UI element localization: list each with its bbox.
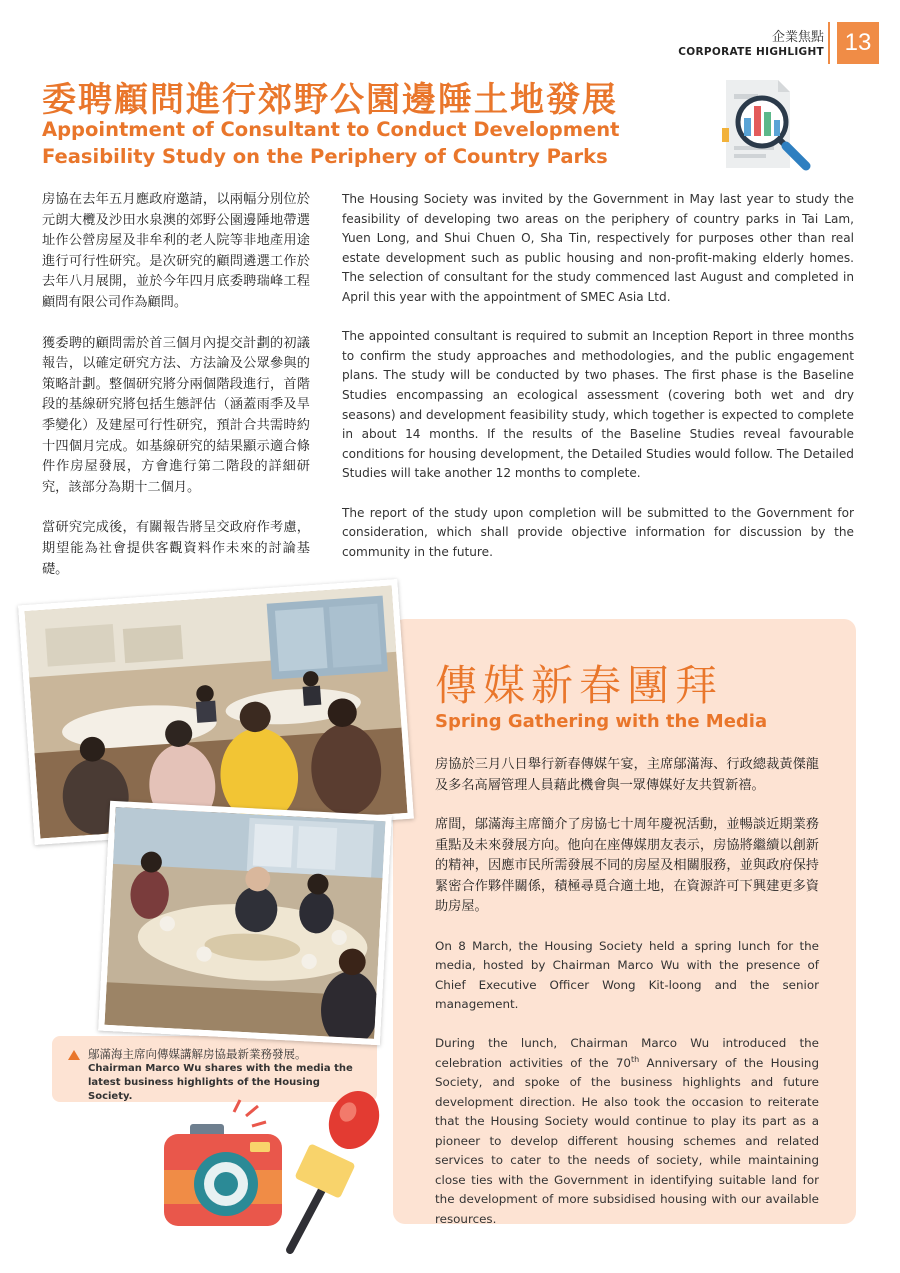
section-label-zh: 企業焦點 <box>771 30 824 45</box>
chairman-scene-image <box>104 807 385 1039</box>
paragraph-en: On 8 March, the Housing Society held a spring lunch for the media, hosted by Chairman Marco Wu with the presence of Chief Executive Officer Wong Kit-loong and the senior management. <box>435 938 819 1011</box>
caption-en: Chairman Marco Wu shares with the media the latest business highlights of the Housing Society. <box>88 1063 353 1102</box>
article1-title-zh: 委聘顧問進行郊野公園邊陲土地發展 <box>42 80 618 120</box>
paragraph-zh: 當研究完成後，有關報告將呈交政府作考慮，期望能為社會提供客觀資料作未來的討論基礎。 <box>42 520 310 577</box>
paragraph-zh: 獲委聘的顧問需於首三個月內提交計劃的初議報告，以確定研究方法、方法論及公眾參與的策略計劃。整個研究將分兩個階段進行，首階段的基線研究將包括生態評估（涵蓋雨季及旱季變化）及建屋可行性研究，預計合共需時約十四個月完成。如基線研究的結果顯示適合條件作房屋發展，方會進行第二階段的詳細研究，該部分為期十二個月。 <box>42 335 310 495</box>
caption-triangle-icon <box>68 1050 80 1060</box>
article1-title-en: Appointment of Consultant to Conduct Development Feasibility Study on the Periphery of Country Parks <box>42 118 620 168</box>
paragraph-zh: 席間，鄔滿海主席簡介了房協七十周年慶祝活動，並暢談近期業務重點及未來發展方向。他向在座傳媒朋友表示，房協將繼續以創新的精神，因應市民所需發展不同的房屋及相關服務，並與政府保持緊密合作夥伴關係，積極尋覓合適土地，在資源許可下興建更多資助房屋。 <box>435 817 819 914</box>
paragraph-en: The appointed consultant is required to submit an Inception Report in three months to confirm the study approaches and methodologies, and the public engagement plans. The study will be conducted by two phases. The first phase is the Baseline Studies encompassing an ecological assessment (covering both wet and dry seasons) and development feasibility study, which together is expected to complete in about 14 months. If the results of the Baseline Studies reveal favourable conditions for housing development, the Detailed Studies would follow. The Detailed Studies will take another 12 months to complete. <box>342 329 854 481</box>
page-number: 13 <box>837 22 879 64</box>
report-magnifier-icon <box>708 72 818 172</box>
article1-body-zh <box>42 190 310 600</box>
paragraph-zh: 房協於三月八日舉行新春傳媒午宴，主席鄔滿海、行政總裁黃傑龍及多名高層管理人員藉此機會與一眾傳媒好友共賀新禧。 <box>435 757 819 793</box>
banquet-photo <box>18 579 414 845</box>
ordinal-suffix: th <box>631 1054 640 1064</box>
header-divider <box>828 22 830 64</box>
media-gathering-panel <box>393 619 856 1224</box>
article2-body <box>435 755 819 1249</box>
paragraph-en: The Housing Society was invited by the Government in May last year to study the feasibility of developing two areas on the periphery of country parks in Tai Lam, Yuen Long, and Shui Chuen O, Sha Tin, respectively for purposes other than real estate development such as public housing and non-profit-making elderly homes. The selection of consultant for the study commenced last August and completed in April this year with the appointment of SMEC Asia Ltd. <box>342 192 854 304</box>
caption-zh: 鄔滿海主席向傳媒講解房協最新業務發展。 <box>88 1047 307 1061</box>
banquet-scene-image <box>24 585 407 838</box>
paragraph-en: The report of the study upon completion will be submitted to the Government for consideration, which shall provide objective information for discussion by the community in the future. <box>342 505 854 559</box>
article2-title-en: Spring Gathering with the Media <box>435 711 768 732</box>
camera-microphone-icon <box>150 1090 430 1260</box>
section-label-en: CORPORATE HIGHLIGHT <box>678 46 824 58</box>
paragraph-en-part: Anniversary of the Housing Society, and spoke of the business highlights and future development direction. He also took the occasion to reiterate that the Housing Society would continue to play its part as a pioneer to develop different housing schemes and related services to cater to the needs of society, while maintaining close ties with the Government in identifying suitable land for the development of more subsidised housing with our available resources. <box>435 1055 819 1226</box>
chairman-photo <box>98 801 392 1045</box>
article2-title-zh: 傳媒新春團拜 <box>435 661 724 710</box>
paragraph-en <box>435 1034 819 1229</box>
article1-body-en <box>342 190 854 582</box>
paragraph-en-part: During the lunch, Chairman Marco Wu introduced the celebration activities of the 70 <box>435 1036 819 1070</box>
paragraph-zh: 房協在去年五月應政府邀請，以兩幅分別位於元朗大欖及沙田水泉澳的郊野公園邊陲地帶選址作公營房屋及非牟利的老人院等非地產用途進行可行性研究。是次研究的顧問遴選工作於去年八月展開，並於今年四月底委聘瑞峰工程顧問有限公司作為顧問。 <box>42 192 310 310</box>
